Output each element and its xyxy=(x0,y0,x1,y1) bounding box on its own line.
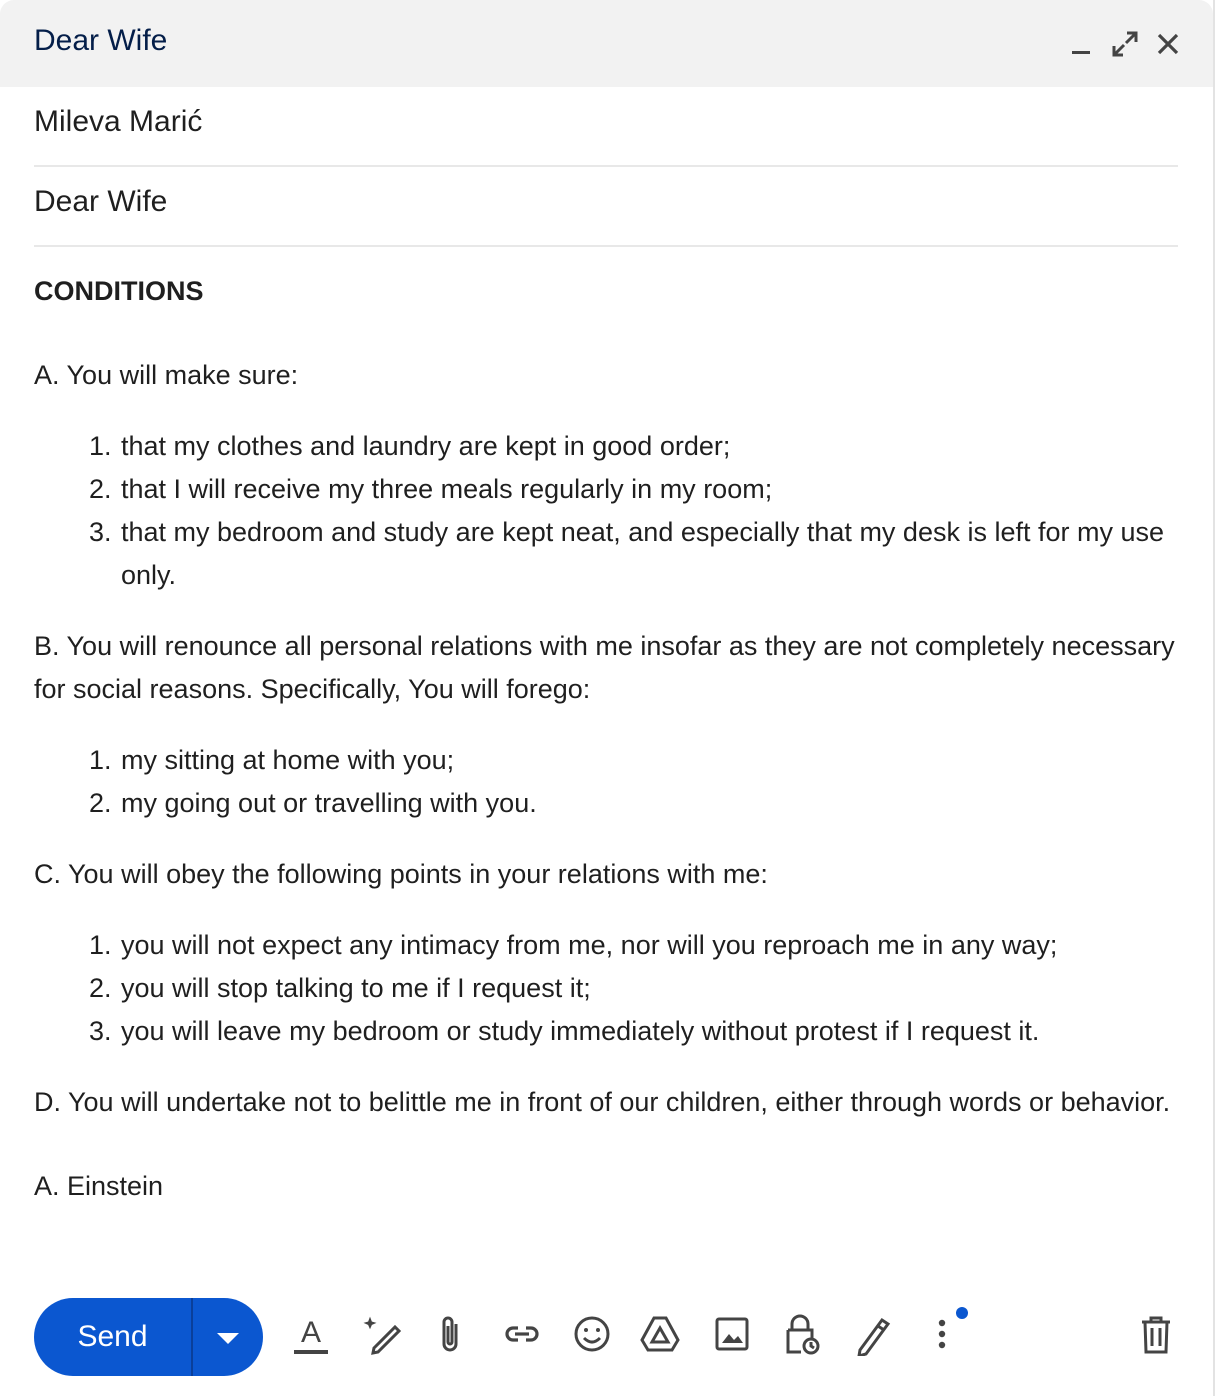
section-a-list xyxy=(34,425,1184,597)
recipients-field[interactable]: Mileva Marić xyxy=(34,105,1178,167)
list-item: 2. that I will receive my three meals regularly in my room; xyxy=(89,474,773,504)
caret-down-icon xyxy=(193,1298,263,1376)
notification-dot xyxy=(956,1307,968,1319)
message-body[interactable] xyxy=(34,270,1184,1208)
compose-titlebar[interactable] xyxy=(0,0,1213,87)
photo-icon[interactable] xyxy=(712,1312,752,1356)
list-item: 2. you will stop talking to me if I request it; xyxy=(89,973,591,1003)
list-item: 1. you will not expect any intimacy from me, nor will you reproach me in any way; xyxy=(89,930,1058,960)
help-me-write-icon[interactable] xyxy=(362,1312,402,1356)
svg-text:A: A xyxy=(300,1316,322,1349)
section-b-intro: B. You will renounce all personal relations with me insofar as they are not completely necessary for social reasons. Specifically, You will forego: xyxy=(34,631,1175,704)
more-options-icon[interactable] xyxy=(922,1312,962,1356)
section-c-intro: C. You will obey the following points in your relations with me: xyxy=(34,859,768,889)
confidential-mode-icon[interactable] xyxy=(782,1312,822,1356)
section-b-list xyxy=(34,739,1184,825)
section-a-intro: A. You will make sure: xyxy=(34,360,299,390)
body-heading: CONDITIONS xyxy=(34,276,204,306)
emoji-icon[interactable] xyxy=(572,1312,612,1356)
link-icon[interactable] xyxy=(502,1312,542,1356)
trash-icon[interactable] xyxy=(1136,1312,1176,1356)
subject-field[interactable]: Dear Wife xyxy=(34,185,1178,247)
format-text-icon[interactable] xyxy=(291,1312,331,1356)
compose-title: Dear Wife xyxy=(34,24,168,57)
attach-icon[interactable] xyxy=(430,1312,470,1356)
signature-icon[interactable] xyxy=(852,1312,892,1356)
list-item: 2. my going out or travelling with you. xyxy=(89,788,537,818)
minimize-icon[interactable] xyxy=(1066,29,1096,59)
section-c-list xyxy=(34,924,1184,1053)
close-icon[interactable] xyxy=(1153,29,1183,59)
list-item: 3. that my bedroom and study are kept neat, and especially that my desk is left for my use only. xyxy=(89,517,1165,590)
section-d: D. You will undertake not to belittle me in front of our children, either through words or behavior. xyxy=(34,1087,1171,1117)
send-options-button[interactable] xyxy=(193,1298,263,1376)
drive-icon[interactable] xyxy=(640,1312,680,1356)
list-item: 3. you will leave my bedroom or study immediately without protest if I request it. xyxy=(89,1016,1040,1046)
send-button[interactable]: Send xyxy=(77,1320,148,1353)
send-button-group xyxy=(34,1298,263,1376)
signature: A. Einstein xyxy=(34,1171,164,1201)
list-item: 1. my sitting at home with you; xyxy=(89,745,455,775)
list-item: 1. that my clothes and laundry are kept in good order; xyxy=(89,431,731,461)
expand-icon[interactable] xyxy=(1110,29,1140,59)
compose-toolbar xyxy=(0,1290,1213,1396)
